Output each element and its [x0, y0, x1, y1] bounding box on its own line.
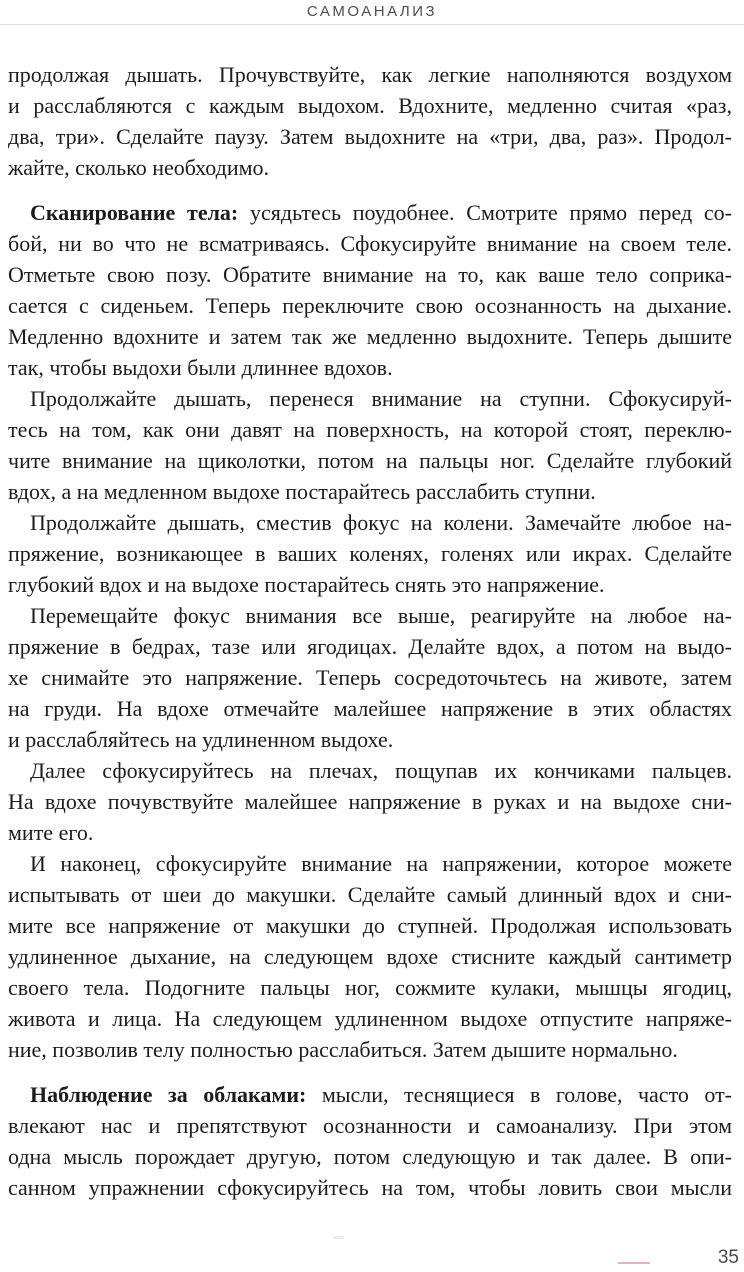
text-line: [8, 197, 732, 228]
text-run: усядьтесь поудобнее. Смотрите прямо перед со-: [238, 200, 732, 225]
scan-artifact-dash: [333, 1236, 344, 1239]
section-lead: Сканирование тела:: [30, 200, 239, 225]
text-line: Медленно вдохните и затем так же медленно выдохните. Теперь дышите: [8, 324, 732, 349]
text-line: ние, позволив телу полностью расслабиться. Затем дышите нормально.: [8, 1037, 678, 1062]
footer-accent-dash: [618, 1262, 650, 1264]
text-line: хе снимайте это напряжение. Теперь сосредоточьтесь на животе, затем: [8, 665, 732, 690]
text-line: На вдохе почувствуйте малейшее напряжение в руках и на выдохе сни-: [8, 789, 732, 814]
text-line: живота и лица. На следующем удлиненном выдохе отпустите напряже-: [8, 1006, 732, 1031]
text-line: вдох, а на медленном выдохе постарайтесь расслабить ступни.: [8, 479, 596, 504]
text-line: И наконец, сфокусируйте внимание на напряжении, которое можете: [30, 851, 732, 876]
page-body: [8, 59, 732, 1203]
paragraph: [8, 600, 732, 755]
text-line: одна мысль порождает другую, потом следующую и так далее. В опи-: [8, 1144, 732, 1169]
text-line: пряжение, возникающее в ваших коленях, голенях или икрах. Сделайте: [8, 541, 732, 566]
text-line: Далее сфокусируйтесь на плечах, пощупав их кончиками пальцев.: [30, 758, 732, 783]
text-line: два, три». Сделайте паузу. Затем выдохните на «три, два, раз». Продол-: [8, 124, 732, 149]
text-line: санном упражнении сфокусируйтесь на том, чтобы ловить свои мысли: [8, 1175, 732, 1200]
text-line: Отметьте свою позу. Обратите внимание на то, как ваше тело соприка-: [8, 262, 732, 287]
text-line: влекают нас и препятствуют осознанности и самоанализу. При этом: [8, 1113, 732, 1138]
section-lead: Наблюдение за облаками:: [30, 1082, 307, 1107]
text-line: [8, 1079, 732, 1110]
text-line: испытывать от шеи до макушки. Сделайте самый длинный вдох и сни-: [8, 882, 732, 907]
text-line: бой, ни во что не всматриваясь. Сфокусируйте внимание на своем теле.: [8, 231, 732, 256]
chapter-running-header: САМОАНАЛИЗ: [306, 3, 438, 20]
text-line: мите все напряжение от макушки до ступней. Продолжая использовать: [8, 913, 732, 938]
paragraph: [8, 59, 732, 183]
text-line: пряжение в бедрах, тазе или ягодицах. Делайте вдох, а потом на выдо-: [8, 634, 732, 659]
text-line: Продолжайте дышать, перенеся внимание на ступни. Сфокусируй-: [30, 386, 732, 411]
text-line: продолжая дышать. Прочувствуйте, как легкие наполняются воздухом: [8, 62, 732, 87]
text-line: и расслабляйтесь на удлиненном выдохе.: [8, 727, 394, 752]
text-line: на груди. На вдохе отмечайте малейшее напряжение в этих областях: [8, 696, 732, 721]
text-line: и расслабляются с каждым выдохом. Вдохните, медленно считая «раз,: [8, 93, 732, 118]
text-line: Перемещайте фокус внимания все выше, реагируйте на любое на-: [30, 603, 732, 628]
paragraph-cloud-watching: [8, 1079, 732, 1203]
text-line: жайте, сколько необходимо.: [8, 155, 270, 180]
paragraph: [8, 848, 732, 1065]
paragraph: [8, 755, 732, 848]
text-run: мысли, теснящиеся в голове, часто от-: [306, 1082, 733, 1107]
text-line: глубокий вдох и на выдохе постарайтесь снять это напряжение.: [8, 572, 605, 597]
text-line: тесь на том, как они давят на поверхность, на которой стоят, переклю-: [8, 417, 732, 442]
text-line: так, чтобы выдохи были длиннее вдохов.: [8, 355, 393, 380]
text-line: удлиненное дыхание, на следующем вдохе стисните каждый сантиметр: [8, 944, 732, 969]
text-line: сается с сиденьем. Теперь переключите свою осознанность на дыхание.: [8, 293, 732, 318]
paragraph-body-scan: [8, 197, 732, 383]
text-line: мите его.: [8, 820, 94, 845]
text-line: своего тела. Подогните пальцы ног, сожмите кулаки, мышцы ягодиц,: [8, 975, 732, 1000]
text-line: Продолжайте дышать, сместив фокус на колени. Замечайте любое на-: [30, 510, 732, 535]
paragraph: [8, 507, 732, 600]
paragraph: [8, 383, 732, 507]
text-line: чите внимание на щиколотки, потом на пальцы ног. Сделайте глубокий: [8, 448, 732, 473]
header-rule: [0, 24, 744, 25]
page-number: 35: [717, 1247, 739, 1268]
